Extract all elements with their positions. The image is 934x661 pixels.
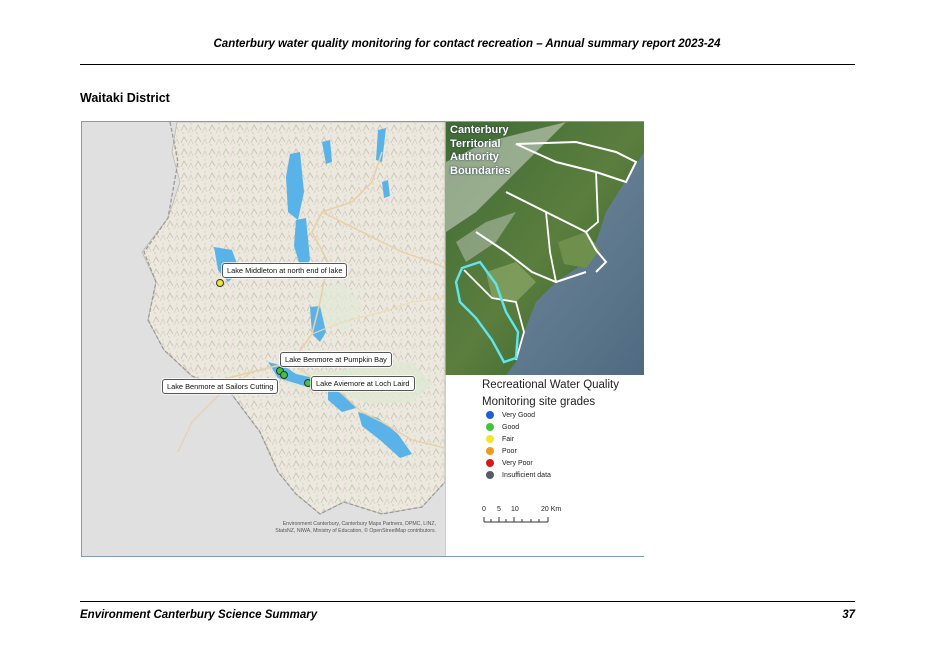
legend-dot-icon: [486, 423, 494, 431]
inset-map: [445, 122, 644, 375]
map-attribution: Environment Canterbury, Canterbury Maps Partners, DPMC, LINZ, StatsNZ, NIWA, Ministry of Education, © OpenStreetMap contributors.: [275, 521, 436, 534]
main-map-basemap: [82, 122, 445, 556]
legend-dot-icon: [486, 435, 494, 443]
section-title: Waitaki District: [80, 91, 170, 105]
label-loch-laird: Lake Aviemore at Loch Laird: [311, 376, 415, 391]
legend-item-good: Good: [486, 423, 519, 433]
footer-title: Environment Canterbury Science Summary: [80, 609, 318, 621]
footer-rule: [80, 601, 855, 602]
legend-dot-icon: [486, 447, 494, 455]
legend-item-fair: Fair: [486, 435, 514, 445]
site-marker-sailors-cutting[interactable]: [280, 371, 288, 379]
main-map[interactable]: [82, 122, 445, 556]
legend-title: Recreational Water Quality Monitoring site grades: [482, 379, 619, 408]
report-header: Canterbury water quality monitoring for contact recreation – Annual summary report 2023-24: [213, 38, 721, 50]
label-pumpkin-bay: Lake Benmore at Pumpkin Bay: [280, 352, 392, 367]
page-number: 37: [842, 609, 855, 621]
scale-bar-labels: 0 5 10 20 Km: [482, 506, 562, 513]
map-legend: [445, 375, 644, 556]
label-lake-middleton: Lake Middleton at north end of lake: [222, 263, 347, 278]
legend-dot-icon: [486, 459, 494, 467]
legend-item-very-good: Very Good: [486, 411, 535, 421]
scale-bar: [482, 515, 552, 525]
legend-item-insufficient-data: Insufficient data: [486, 471, 551, 481]
legend-dot-icon: [486, 471, 494, 479]
header-rule: [80, 64, 855, 65]
inset-title: Canterbury Territorial Authority Boundaries: [450, 124, 511, 177]
site-marker-lake-middleton[interactable]: [216, 279, 224, 287]
map-figure: [81, 121, 644, 557]
label-sailors-cutting: Lake Benmore at Sailors Cutting: [162, 379, 278, 394]
legend-dot-icon: [486, 411, 494, 419]
legend-item-very-poor: Very Poor: [486, 459, 533, 469]
legend-item-poor: Poor: [486, 447, 517, 457]
